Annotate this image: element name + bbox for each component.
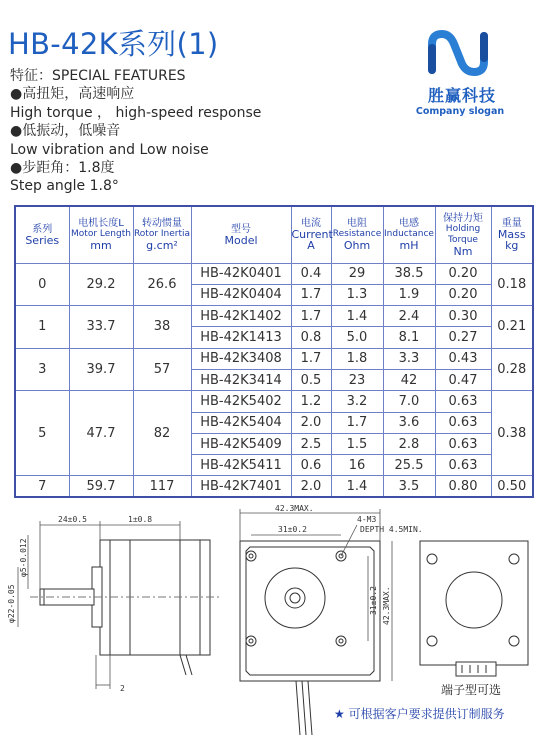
feature-line: ●高扭矩，高速响应: [10, 86, 135, 103]
cell-length: 39.7: [69, 348, 133, 391]
header-length: 电机长度L Motor Length mm: [69, 206, 133, 263]
cell-inductance: 2.8: [383, 433, 435, 454]
custom-service-caption: ★ 可根据客户要求提供订制服务: [334, 707, 505, 721]
header-resistance: 电阻 Resistance Ohm: [331, 206, 383, 263]
cell-series: 5: [15, 391, 69, 476]
cell-series: 1: [15, 306, 69, 349]
cell-current: 1.7: [291, 348, 331, 369]
dim-42-3-top-label: 42.3MAX.: [275, 505, 314, 513]
cell-resistance: 16: [331, 455, 383, 476]
cell-torque: 0.63: [435, 433, 491, 454]
cell-inductance: 8.1: [383, 327, 435, 348]
cell-inductance: 3.6: [383, 412, 435, 433]
logo-company-name: 胜赢科技: [427, 86, 496, 105]
cell-torque: 0.63: [435, 412, 491, 433]
cell-model: HB-42K0401: [191, 263, 291, 284]
cell-resistance: 29: [331, 263, 383, 284]
cell-inertia: 117: [133, 476, 191, 497]
cell-current: 0.4: [291, 263, 331, 284]
cell-resistance: 1.4: [331, 476, 383, 497]
header-current: 电流 Current A: [291, 206, 331, 263]
feature-line: Step angle 1.8°: [10, 178, 119, 195]
cell-model: HB-42K3408: [191, 348, 291, 369]
cell-model: HB-42K1413: [191, 327, 291, 348]
cell-torque: 0.63: [435, 391, 491, 412]
cell-mass: 0.50: [491, 476, 533, 497]
cell-inertia: 26.6: [133, 263, 191, 306]
cell-current: 1.7: [291, 284, 331, 305]
cell-length: 59.7: [69, 476, 133, 497]
dim-31-side-label: 31±0.2: [369, 586, 378, 615]
table-row: [15, 263, 533, 284]
table-header-row: [15, 206, 533, 263]
dim-42-3-side-label: 42.3MAX.: [382, 586, 391, 625]
dim-24-label: 24±0.5: [58, 515, 87, 524]
cell-resistance: 3.2: [331, 391, 383, 412]
header-series: 系列 Series: [15, 206, 69, 263]
feature-line: ●低振动，低噪音: [10, 123, 121, 140]
cell-resistance: 5.0: [331, 327, 383, 348]
cell-torque: 0.20: [435, 284, 491, 305]
cell-torque: 0.80: [435, 476, 491, 497]
dim-31-top-label: 31±0.2: [278, 525, 307, 534]
cell-model: HB-42K5402: [191, 391, 291, 412]
cell-torque: 0.30: [435, 306, 491, 327]
cell-mass: 0.21: [491, 306, 533, 349]
cell-inductance: 42: [383, 369, 435, 390]
cell-resistance: 1.8: [331, 348, 383, 369]
cell-inductance: 3.5: [383, 476, 435, 497]
table-row: [15, 348, 533, 369]
cell-inertia: 38: [133, 306, 191, 349]
table-row: [15, 306, 533, 327]
feature-line: 特征：SPECIAL FEATURES: [10, 68, 186, 84]
dim-m3-label: 4-M3: [357, 515, 377, 524]
cell-inductance: 2.4: [383, 306, 435, 327]
table-row: [15, 476, 533, 497]
cell-current: 1.2: [291, 391, 331, 412]
cell-torque: 0.47: [435, 369, 491, 390]
header-inductance: 电感 Inductance mH: [383, 206, 435, 263]
cell-mass: 0.28: [491, 348, 533, 391]
table-row: [15, 391, 533, 412]
cell-model: HB-42K7401: [191, 476, 291, 497]
motor-terminal-outline: [420, 541, 528, 665]
cell-model: HB-42K0404: [191, 284, 291, 305]
cell-series: 7: [15, 476, 69, 497]
cell-torque: 0.20: [435, 263, 491, 284]
cell-mass: 0.38: [491, 391, 533, 476]
feature-line: ●步距角：1.8度: [10, 160, 115, 177]
dim-boss-label: φ22-0.05: [7, 584, 16, 623]
cell-inductance: 38.5: [383, 263, 435, 284]
header-model: 型号 Model: [191, 206, 291, 263]
cell-current: 0.8: [291, 327, 331, 348]
dim-2-label: 2: [120, 684, 125, 693]
cell-resistance: 1.3: [331, 284, 383, 305]
features-list: [10, 67, 261, 196]
cell-resistance: 1.5: [331, 433, 383, 454]
cell-current: 1.7: [291, 306, 331, 327]
cell-model: HB-42K5404: [191, 412, 291, 433]
dimension-drawing: [0, 505, 548, 738]
cell-resistance: 1.7: [331, 412, 383, 433]
feature-line: High torque ， high-speed response: [10, 104, 262, 121]
header-mass: 重量 Mass kg: [491, 206, 533, 263]
page-title: HB-42K系列(1): [8, 27, 219, 61]
feature-line: Low vibration and Low noise: [10, 141, 209, 158]
cell-model: HB-42K1402: [191, 306, 291, 327]
cell-series: 3: [15, 348, 69, 391]
dim-1-label: 1±0.8: [128, 515, 153, 524]
cell-torque: 0.63: [435, 455, 491, 476]
cell-current: 2.5: [291, 433, 331, 454]
header-torque: 保持力矩 Holding Torque Nm: [435, 206, 491, 263]
dim-depth-label: DEPTH 4.5MIN.: [360, 525, 423, 534]
cell-length: 47.7: [69, 391, 133, 476]
cell-model: HB-42K5411: [191, 455, 291, 476]
cell-inertia: 82: [133, 391, 191, 476]
cell-inductance: 25.5: [383, 455, 435, 476]
cell-mass: 0.18: [491, 263, 533, 306]
cell-inertia: 57: [133, 348, 191, 391]
cell-current: 2.0: [291, 412, 331, 433]
cell-torque: 0.43: [435, 348, 491, 369]
cell-length: 33.7: [69, 306, 133, 349]
cell-series: 0: [15, 263, 69, 306]
cell-model: HB-42K3414: [191, 369, 291, 390]
spec-table: [14, 205, 534, 498]
dim-shaft-tip-label: φ5-0.012: [19, 538, 28, 577]
cell-current: 0.6: [291, 455, 331, 476]
cell-model: HB-42K5409: [191, 433, 291, 454]
motor-front-outline: [240, 541, 380, 681]
cell-resistance: 1.4: [331, 306, 383, 327]
cell-inductance: 3.3: [383, 348, 435, 369]
header-inertia: 转动惯量 Rotor Inertia g.cm²: [133, 206, 191, 263]
terminal-caption: 端子型可选: [441, 683, 502, 697]
cell-inductance: 1.9: [383, 284, 435, 305]
cell-current: 2.0: [291, 476, 331, 497]
company-logo: [412, 30, 508, 140]
cell-resistance: 23: [331, 369, 383, 390]
cell-current: 0.5: [291, 369, 331, 390]
logo-mark-icon: [426, 30, 492, 76]
logo-slogan: Company slogan: [415, 106, 505, 117]
cell-torque: 0.27: [435, 327, 491, 348]
cell-length: 29.2: [69, 263, 133, 306]
cell-inductance: 7.0: [383, 391, 435, 412]
